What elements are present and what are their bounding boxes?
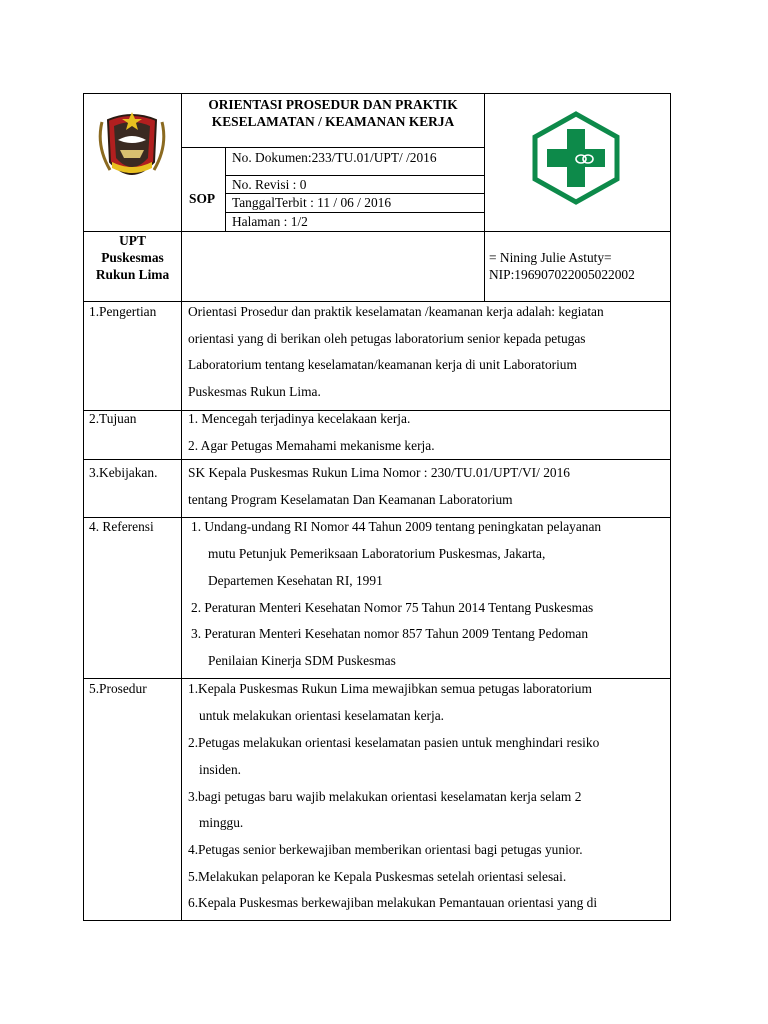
page-number: Halaman : 1/2 (232, 214, 308, 229)
col-divider-2 (225, 147, 226, 232)
unit-name-line3: Rukun Lima (95, 267, 170, 282)
issue-date: TanggalTerbit : 11 / 06 / 2016 (232, 195, 392, 210)
pengertian-line-4: Puskesmas Rukun Lima. (188, 384, 321, 399)
unit-name-line1: UPT (119, 233, 146, 248)
referensi-item-2: 2. Peraturan Menteri Kesehatan Nomor 75 Tahun 2014 Tentang Puskesmas (191, 600, 594, 615)
col-divider-3 (484, 93, 485, 301)
pengertian-line-3: Laboratorium tentang keselamatan/keamanan kerja di unit Laboratorium (188, 357, 577, 372)
prosedur-line-9: 6.Kepala Puskesmas berkewajiban melakukan Pemantauan orientasi yang di (188, 895, 598, 910)
tujuan-line-1: 1. Mencegah terjadinya kecelakaan kerja. (188, 411, 411, 426)
section-label-prosedur: 5.Prosedur (89, 681, 147, 696)
signatory-nip: NIP:196907022005022002 (489, 267, 635, 282)
prosedur-line-4: insiden. (199, 762, 242, 777)
revision-number: No. Revisi : 0 (232, 177, 307, 192)
row-divider-referensi (83, 678, 671, 679)
header-doc-divider (225, 175, 485, 176)
section-label-kebijakan: 3.Kebijakan. (89, 465, 158, 480)
document-title-line1: ORIENTASI PROSEDUR DAN PRAKTIK (208, 97, 458, 112)
prosedur-line-5: 3.bagi petugas baru wajib melakukan orientasi keselamatan kerja selam 2 (188, 789, 582, 804)
kebijakan-line-1: SK Kepala Puskesmas Rukun Lima Nomor : 230/TU.01/UPT/VI/ 2016 (188, 465, 570, 480)
row-divider-header (83, 231, 671, 232)
referensi-item-1-line-1: 1. Undang-undang RI Nomor 44 Tahun 2009 tentang peningkatan pelayanan (191, 519, 602, 534)
prosedur-line-6: minggu. (199, 815, 244, 830)
signatory-name: = Nining Julie Astuty= (489, 250, 612, 265)
row-divider-unit (83, 301, 671, 302)
header-title-divider (181, 147, 485, 148)
row-divider-kebijakan (83, 517, 671, 518)
referensi-item-1-line-2: mutu Petunjuk Pemeriksaan Laboratorium Puskesmas, Jakarta, (208, 546, 546, 561)
tujuan-line-2: 2. Agar Petugas Memahami mekanisme kerja. (188, 438, 435, 453)
col-divider-1 (181, 93, 182, 921)
table-border-top (83, 93, 671, 94)
prosedur-line-3: 2.Petugas melakukan orientasi keselamatan pasien untuk menghindari resiko (188, 735, 600, 750)
table-border-bottom (83, 920, 671, 921)
pengertian-line-1: Orientasi Prosedur dan praktik keselamatan /keamanan kerja adalah: kegiatan (188, 304, 604, 319)
header-rev-divider (225, 193, 485, 194)
puskesmas-logo (531, 111, 621, 205)
unit-name-line2: Puskesmas (101, 250, 164, 265)
document-number: No. Dokumen:233/TU.01/UPT/ /2016 (232, 150, 437, 165)
pengertian-line-2: orientasi yang di berikan oleh petugas laboratorium senior kepada petugas (188, 331, 586, 346)
table-border-left (83, 93, 84, 921)
header-date-divider (225, 212, 485, 213)
row-divider-tujuan (83, 459, 671, 460)
referensi-item-3-line-2: Penilaian Kinerja SDM Puskesmas (208, 653, 396, 668)
referensi-item-3-line-1: 3. Peraturan Menteri Kesehatan nomor 857 Tahun 2009 Tentang Pedoman (191, 626, 589, 641)
sop-label: SOP (189, 191, 216, 206)
prosedur-line-8: 5.Melakukan pelaporan ke Kepala Puskesmas setelah orientasi selesai. (188, 869, 567, 884)
section-label-referensi: 4. Referensi (89, 519, 154, 534)
referensi-item-1-line-3: Departemen Kesehatan RI, 1991 (208, 573, 383, 588)
document-title-line2: KESELAMATAN / KEAMANAN KERJA (211, 114, 455, 129)
regional-emblem-logo (94, 106, 170, 192)
kebijakan-line-2: tentang Program Keselamatan Dan Keamanan Laboratorium (188, 492, 513, 507)
prosedur-line-7: 4.Petugas senior berkewajiban memberikan orientasi bagi petugas yunior. (188, 842, 583, 857)
table-border-right (670, 93, 671, 921)
prosedur-line-2: untuk melakukan orientasi keselamatan kerja. (199, 708, 445, 723)
prosedur-line-1: 1.Kepala Puskesmas Rukun Lima mewajibkan semua petugas laboratorium (188, 681, 592, 696)
section-label-tujuan: 2.Tujuan (89, 411, 137, 426)
section-label-pengertian: 1.Pengertian (89, 304, 157, 319)
